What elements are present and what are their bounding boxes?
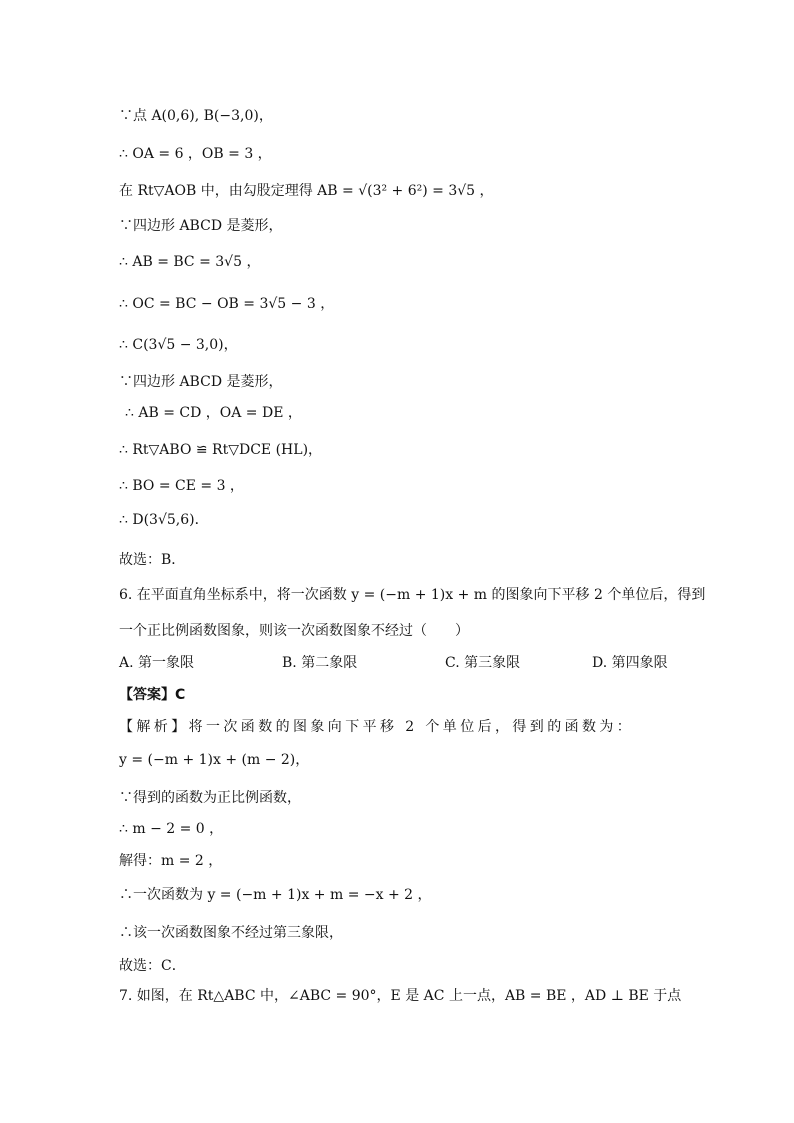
option-a: A. 第一象限: [119, 655, 195, 671]
text-line: ∵得到的函数为正比例函数，: [119, 790, 301, 806]
text-line: ∴ m − 2 = 0 ，: [119, 821, 224, 837]
text-line: ∴该一次函数图象不经过第三象限，: [119, 925, 343, 941]
text-line: 解得：m = 2 ，: [119, 853, 223, 869]
text-line: ∴ OC = BC − OB = 3√5 − 3 ，: [119, 296, 335, 312]
option-c: C. 第三象限: [445, 655, 521, 671]
text-line: ∴ OA = 6 ，OB = 3 ，: [119, 146, 272, 162]
text-line: ∴ BO = CE = 3 ，: [119, 478, 244, 494]
analysis-line: 【解析】将一次函数的图象向下平移 2 个单位后，得到的函数为：: [119, 719, 635, 735]
text-line: ∵四边形 ABCD 是菱形，: [119, 218, 283, 234]
text-line: ∴ D(3√5,6)．: [119, 512, 209, 528]
text-line: 故选：C．: [119, 958, 186, 974]
question-6-stem: 6. 在平面直角坐标系中，将一次函数 y = (−m + 1)x + m 的图象向下平移 2 个单位后，得到: [119, 587, 706, 603]
text-line: ∴ AB = BC = 3√5 ，: [119, 254, 261, 270]
text-line: 在 Rt▽AOB 中，由勾股定理得 AB = √(3² + 6²) = 3√5 ，: [119, 183, 494, 199]
text-line: 故选：B．: [119, 552, 186, 568]
text-line: ∴ AB = CD ，OA = DE ，: [125, 405, 302, 421]
text-line: ∴一次函数为 y = (−m + 1)x + m = −x + 2 ，: [119, 887, 432, 903]
question-6-stem-cont: 一个正比例函数图象，则该一次函数图象不经过（ ）: [119, 623, 469, 639]
option-d: D. 第四象限: [592, 655, 668, 671]
option-b: B. 第二象限: [282, 655, 358, 671]
text-line: ∴ Rt▽ABO ≌ Rt▽DCE (HL)，: [119, 442, 323, 458]
question-7-stem: 7. 如图，在 Rt△ABC 中，∠ABC = 90°，E 是 AC 上一点，AB = BE ，AD ⊥ BE 于点: [119, 988, 682, 1004]
text-line: ∴ C(3√5 − 3,0)，: [119, 337, 238, 353]
text-line: ∵四边形 ABCD 是菱形，: [119, 374, 283, 390]
answer-line: 【答案】C: [119, 687, 186, 703]
text-line: y = (−m + 1)x + (m − 2)，: [119, 752, 310, 768]
text-line: ∵点 A(0,6), B(−3,0)，: [119, 108, 273, 124]
